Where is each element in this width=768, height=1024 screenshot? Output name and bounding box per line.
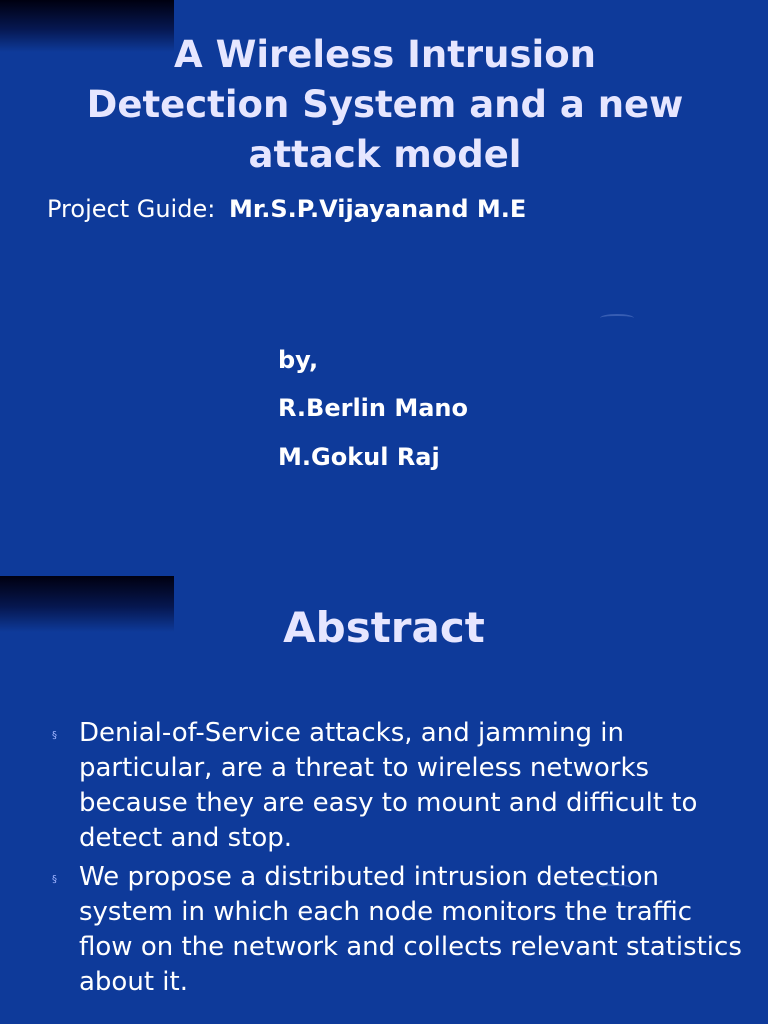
decorative-swoosh <box>600 314 634 322</box>
bullet-text: Denial-of-Service attacks, and jamming in particular, are a threat to wireless networks because they are easy to mount and difficult to detect and stop. <box>79 718 698 853</box>
guide-name: Mr.S.P.Vijayanand M.E <box>228 195 527 223</box>
bullet-text: We propose a distributed intrusion detection system in which each node monitors the traffic flow on the network and collects relevant statistics about it. <box>79 862 742 997</box>
bullet-list <box>52 716 752 1004</box>
slide-title-text: A Wireless Intrusion Detection System and a new attack model <box>86 33 684 176</box>
bullet-icon: § <box>52 874 57 885</box>
list-item <box>52 716 752 856</box>
project-guide <box>47 195 526 223</box>
abstract-heading: Abstract <box>283 603 485 652</box>
author-name: R.Berlin Mano <box>278 394 468 422</box>
guide-label: Project Guide: <box>47 195 216 223</box>
bullet-icon: § <box>52 730 57 741</box>
slide-abstract <box>0 576 768 1024</box>
author-name: M.Gokul Raj <box>278 443 440 471</box>
list-item <box>52 860 752 1000</box>
by-label: by, <box>278 346 319 374</box>
